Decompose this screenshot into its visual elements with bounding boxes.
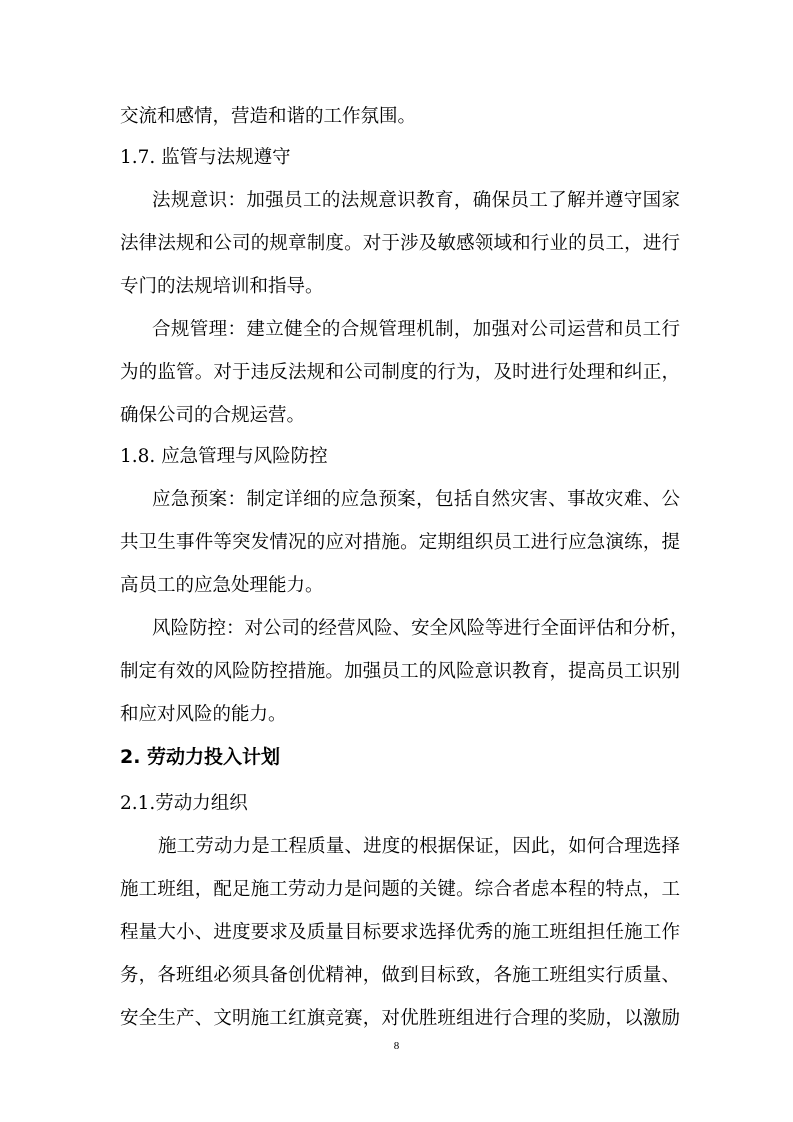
page-number: 8 — [393, 1040, 400, 1052]
paragraph-line: 合规管理：建立健全的合规管理机制，加强对公司运营和员工行 — [152, 319, 680, 340]
paragraph-line: 安全生产、文明施工红旗竞赛，对优胜班组进行合理的奖励，以激励 — [120, 1008, 680, 1029]
paragraph-line: 施工劳动力是工程质量、进度的根据保证，因此，如何合理选择 — [158, 836, 680, 857]
paragraph-line: 交流和感情，营造和谐的工作氛围。 — [120, 106, 417, 127]
paragraph-line: 法律法规和公司的规章制度。对于涉及敏感领域和行业的员工，进行 — [120, 233, 680, 254]
section-heading-2-1: 2.1.劳动力组织 — [120, 793, 248, 814]
chapter-heading-2: 2. 劳动力投入计划 — [120, 746, 281, 768]
paragraph-line: 和应对风险的能力。 — [120, 704, 287, 725]
paragraph-line: 务，各班组必须具备创优精神，做到目标致，各施工班组实行质量、 — [120, 965, 680, 986]
section-heading-1-7: 1.7. 监管与法规遵守 — [120, 147, 291, 168]
paragraph-line: 为的监管。对于违反法规和公司制度的行为，及时进行处理和纠正， — [120, 362, 680, 383]
paragraph-line: 应急预案：制定详细的应急预案，包括自然灾害、事故灾难、公 — [152, 489, 680, 510]
paragraph-line: 高员工的应急处理能力。 — [120, 575, 324, 596]
paragraph-line: 制定有效的风险防控措施。加强员工的风险意识教育，提高员工识别 — [120, 661, 680, 682]
paragraph-line: 程量大小、进度要求及质量目标要求选择优秀的施工班组担任施工作 — [120, 922, 680, 943]
paragraph-line: 施工班组，配足施工劳动力是问题的关键。综合者虑本程的特点，工 — [120, 879, 680, 900]
paragraph-line: 确保公司的合规运营。 — [120, 405, 306, 426]
section-heading-1-8: 1.8. 应急管理与风险防控 — [120, 446, 328, 467]
paragraph-line: 共卫生事件等突发情况的应对措施。定期组织员工进行应急演练，提 — [120, 532, 680, 553]
paragraph-line: 法规意识：加强员工的法规意识教育，确保员工了解并遵守国家 — [152, 190, 680, 211]
paragraph-line: 专门的法规培训和指导。 — [120, 276, 324, 297]
paragraph-line: 风险防控：对公司的经营风险、安全风险等进行全面评估和分析， — [152, 618, 689, 639]
